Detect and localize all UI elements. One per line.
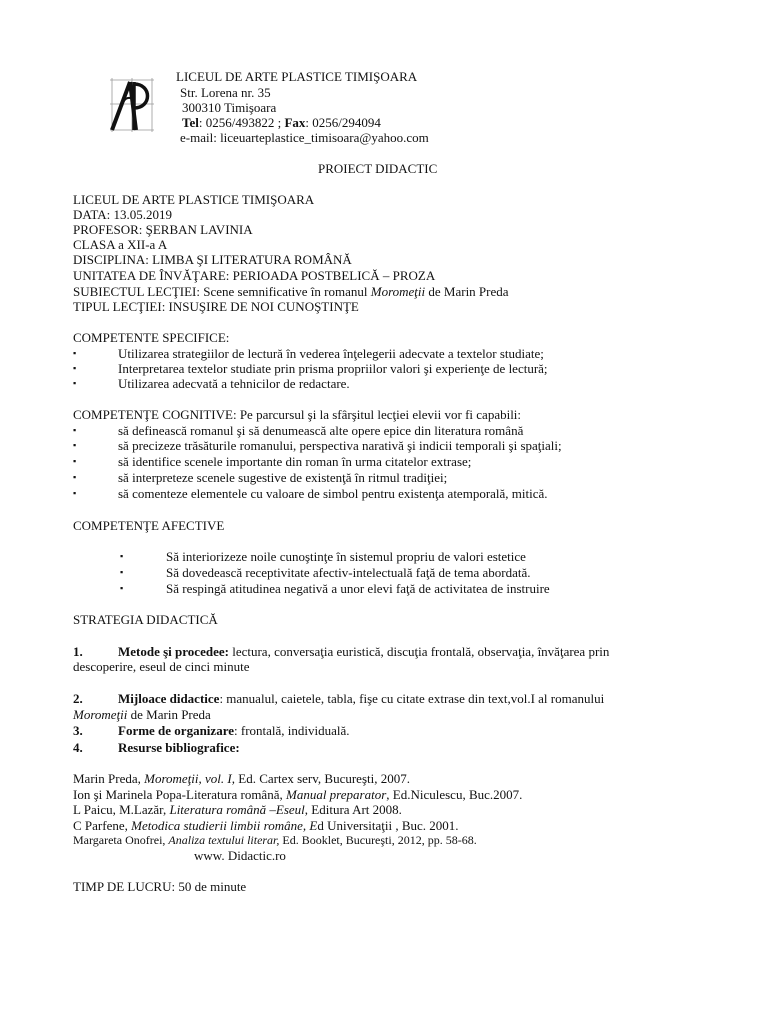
bullet-icon: ▪ [120, 583, 124, 593]
bibliography-entry [73, 833, 477, 848]
bullet-icon: ▪ [73, 472, 77, 482]
affective-item: Să dovedească receptivitate afectiv-intelectuală faţă de tema abordată. [166, 565, 531, 580]
means-novel-title: Moromeţii [73, 707, 128, 722]
info-subject [73, 284, 509, 299]
cognitive-item: să identifice scenele importante din roman în urma citatelor extrase; [118, 454, 472, 469]
cognitive-item: să interpreteze scenele sugestive de existenţă în ritmul tradiţiei; [118, 470, 448, 485]
means-text-continued [73, 707, 211, 722]
bullet-icon: ▪ [73, 488, 77, 498]
strategy-means [118, 691, 604, 706]
info-lesson-type: TIPUL LECŢIEI: INSUŞIRE DE NOI CUNOŞTINŢE [73, 299, 359, 314]
tel-value: : 0256/493822 ; [198, 115, 285, 130]
fax-label: Fax [284, 115, 306, 130]
bib-author: Margareta Onofrei, [73, 833, 169, 847]
bibliography-entry [73, 818, 459, 833]
organization-label: Forme de organizare [118, 723, 234, 738]
info-teacher: PROFESOR: ŞERBAN LAVINIA [73, 222, 253, 237]
bibliography-label: Resurse bibliografice: [118, 740, 240, 755]
specific-item: Utilizarea strategiilor de lectură în vederea înţelegerii adecvate a textelor studiate; [118, 346, 544, 361]
bib-title: Moromeţii, vol. I, [144, 771, 235, 786]
cognitive-item: să comenteze elementele cu valoare de simbol pentru existenţa atemporală, mitică. [118, 486, 548, 501]
bib-publisher: Ed. Cartex serv, Bucureşti, 2007. [235, 771, 410, 786]
specific-item: Interpretarea textelor studiate prin prisma propriilor valori şi experienţe de lectură; [118, 361, 548, 376]
affective-item: Să interiorizeze noile cunoştinţe în sistemul propriu de valori estetice [166, 549, 526, 564]
bullet-icon: ▪ [120, 567, 124, 577]
cognitive-item: să definească romanul şi să denumească alte opere epice din literatura română [118, 423, 524, 438]
bullet-icon: ▪ [73, 425, 77, 435]
header-street: Str. Lorena nr. 35 [180, 85, 271, 100]
strategy-number: 2. [73, 691, 83, 706]
bullet-icon: ▪ [73, 363, 77, 373]
bib-author: Marin Preda, [73, 771, 145, 786]
subject-author: de Marin Preda [425, 284, 509, 299]
bib-author: C Parfene, [73, 818, 132, 833]
info-class: CLASA a XII-a A [73, 237, 168, 252]
bib-author: Ion şi Marinela Popa-Literatura română, [73, 787, 286, 802]
ap-monogram-logo-icon [108, 76, 156, 134]
bullet-icon: ▪ [73, 378, 77, 388]
strategy-number: 4. [73, 740, 83, 755]
means-text: : manualul, caietele, tabla, fişe cu citate extrase din text,vol.I al romanului [219, 691, 605, 706]
strategy-heading: STRATEGIA DIDACTICĂ [73, 612, 218, 627]
specific-competences-heading: COMPETENTE SPECIFICE: [73, 330, 230, 345]
strategy-methods [118, 644, 609, 659]
header-city: 300310 Timişoara [182, 100, 277, 115]
means-label: Mijloace didactice [118, 691, 220, 706]
tel-label: Tel [182, 115, 199, 130]
document-title: PROIECT DIDACTIC [318, 161, 438, 176]
affective-item: Să respingă atitudinea negativă a unor elevi faţă de activitatea de instruire [166, 581, 550, 596]
bullet-icon: ▪ [73, 348, 77, 358]
affective-competences-heading: COMPETENŢE AFECTIVE [73, 518, 225, 533]
fax-value: : 0256/294094 [305, 115, 381, 130]
header-school-name: LICEUL DE ARTE PLASTICE TIMIŞOARA [176, 69, 418, 84]
cognitive-competences-heading: COMPETENŢE COGNITIVE: Pe parcursul şi la sfârşitul lecţiei elevii vor fi capabili: [73, 407, 522, 422]
info-school: LICEUL DE ARTE PLASTICE TIMIŞOARA [73, 192, 315, 207]
header-phone-fax [182, 115, 381, 130]
means-author: de Marin Preda [127, 707, 211, 722]
bib-title: Metodica studierii limbii române, E [131, 818, 318, 833]
bibliography-website: www. Didactic.ro [194, 848, 286, 863]
lesson-duration: TIMP DE LUCRU: 50 de minute [73, 879, 247, 894]
bib-publisher: , Editura Art 2008. [304, 802, 402, 817]
bibliography-entry [73, 802, 402, 817]
methods-text: lectura, conversaţia euristică, discuţia frontală, observaţia, învăţarea prin [228, 644, 610, 659]
info-unit: UNITATEA DE ÎNVĂŢARE: PERIOADA POSTBELICĂ – PROZA [73, 268, 436, 283]
header-email: e-mail: liceuarteplastice_timisoara@yahoo.com [180, 130, 429, 145]
bib-publisher: d Universitaţii , Buc. 2001. [317, 818, 459, 833]
bib-author: L Paicu, M.Lazăr, [73, 802, 170, 817]
bib-title: Literatura română –Eseul [169, 802, 305, 817]
bullet-icon: ▪ [120, 551, 124, 561]
bullet-icon: ▪ [73, 456, 77, 466]
bib-title: Manual preparator [285, 787, 387, 802]
bibliography-entry [73, 787, 522, 802]
bibliography-entry [73, 771, 410, 786]
cognitive-item: să precizeze trăsăturile romanului, perspectiva narativă şi indicii temporali şi spaţiali; [118, 438, 562, 453]
info-discipline: DISCIPLINA: LIMBA ŞI LITERATURA ROMÂNĂ [73, 252, 352, 267]
subject-text: SUBIECTUL LECŢIEI: Scene semnificative în romanul [73, 284, 371, 299]
bib-title: Analiza textului literar, [168, 833, 280, 847]
info-date: DATA: 13.05.2019 [73, 207, 172, 222]
organization-text: : frontală, individuală. [234, 723, 350, 738]
strategy-organization [118, 723, 350, 738]
bib-publisher: , Ed.Niculescu, Buc.2007. [386, 787, 523, 802]
bib-publisher: Ed. Booklet, Bucureşti, 2012, pp. 58-68. [279, 833, 477, 847]
methods-label: Metode şi procedee: [118, 644, 229, 659]
strategy-number: 1. [73, 644, 83, 659]
bullet-icon: ▪ [73, 440, 77, 450]
specific-item: Utilizarea adecvată a tehnicilor de redactare. [118, 376, 350, 391]
subject-novel-title: Moromeţii [370, 284, 426, 299]
strategy-number: 3. [73, 723, 83, 738]
methods-text-continued: descoperire, eseul de cinci minute [73, 659, 250, 674]
